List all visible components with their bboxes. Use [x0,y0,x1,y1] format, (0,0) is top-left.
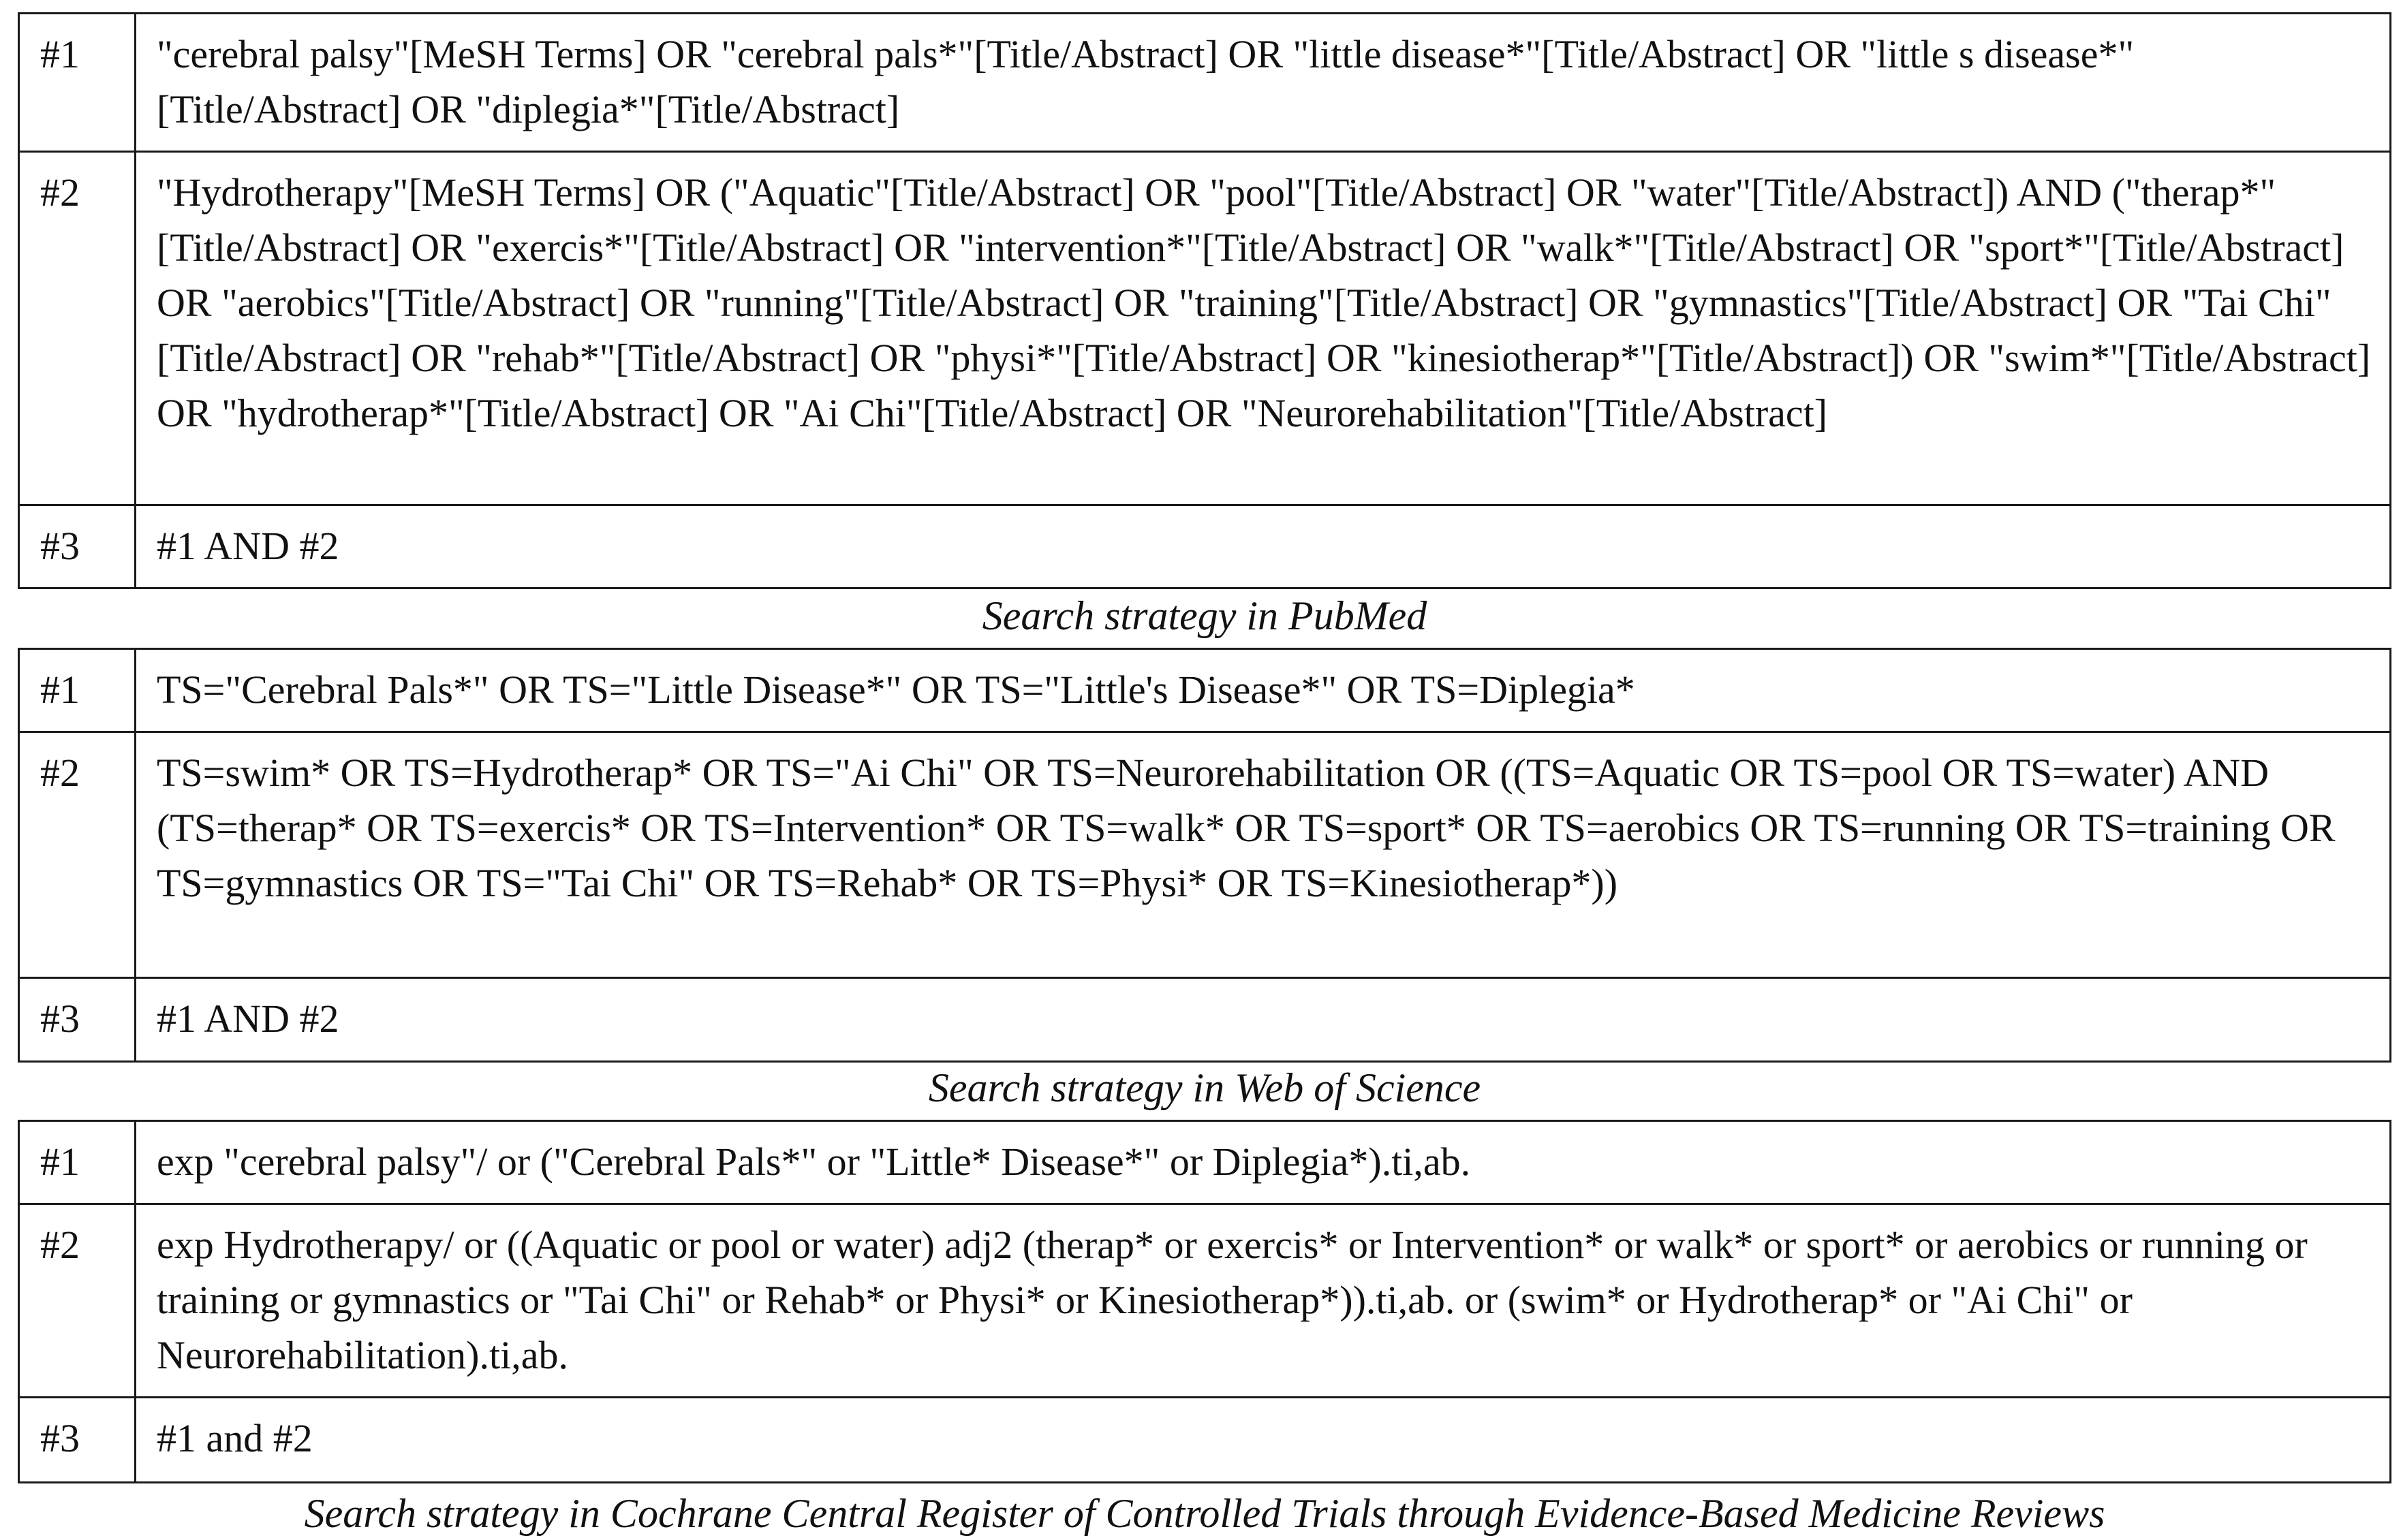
row-number: #2 [19,152,136,505]
search-query: #1 AND #2 [136,978,2391,1062]
search-strategies-document [18,12,2391,1536]
row-number: #1 [19,14,136,152]
row-number: #2 [19,1204,136,1398]
search-query: #1 AND #2 [136,505,2391,588]
row-number: #1 [19,1121,136,1204]
cochrane-caption: Search strategy in Cochrane Central Register of Controlled Trials through Evidence-Based Medicine Reviews [304,1491,2105,1536]
pubmed-strategy-table [18,12,2391,589]
row-number: #1 [19,649,136,732]
table-row [19,1121,2391,1204]
search-query: exp Hydrotherapy/ or ((Aquatic or pool or water) adj2 (therap* or exercis* or Intervention* or walk* or sport* or aerobics or running or training or gymnastics or "Tai Chi" or Rehab* or Physi* or Kinesiotherap*)).ti,ab. or (swim* or Hydrotherap* or "Ai Chi" or Neurorehabilitation).ti,ab. [136,1204,2391,1398]
search-query: "cerebral palsy"[MeSH Terms] OR "cerebral pals*"[Title/Abstract] OR "little disease*"[Title/Abstract] OR "little s disease*"[Title/Abstract] OR "diplegia*"[Title/Abstract] [136,14,2391,152]
row-number: #2 [19,732,136,978]
search-query: TS="Cerebral Pals*" OR TS="Little Disease*" OR TS="Little's Disease*" OR TS=Diplegia* [136,649,2391,732]
row-number: #3 [19,505,136,588]
search-query: "Hydrotherapy"[MeSH Terms] OR ("Aquatic"[Title/Abstract] OR "pool"[Title/Abstract] OR "water"[Title/Abstract]) AND ("therap*"[Title/Abstract] OR "exercis*"[Title/Abstract] OR "intervention*"[Title/Abstract] OR "walk*"[Title/Abstract] OR "sport*"[Title/Abstract] OR "aerobics"[Title/Abstract] OR "running"[Title/Abstract] OR "training"[Title/Abstract] OR "gymnastics"[Title/Abstract] OR "Tai Chi"[Title/Abstract] OR "rehab*"[Title/Abstract] OR "physi*"[Title/Abstract] OR "kinesiotherap*"[Title/Abstract]) OR "swim*"[Title/Abstract] OR "hydrotherap*"[Title/Abstract] OR "Ai Chi"[Title/Abstract] OR "Neurorehabilitation"[Title/Abstract] [136,152,2391,505]
search-query: exp "cerebral palsy"/ or ("Cerebral Pals*" or "Little* Disease*" or Diplegia*).ti,ab. [136,1121,2391,1204]
table-row [19,14,2391,152]
row-number: #3 [19,978,136,1062]
table-row [19,649,2391,732]
cochrane-strategy-table [18,1120,2391,1483]
table-row [19,732,2391,978]
row-number: #3 [19,1398,136,1483]
web-of-science-caption: Search strategy in Web of Science [928,1065,1481,1110]
table-row [19,1204,2391,1398]
table-row [19,978,2391,1062]
search-query: #1 and #2 [136,1398,2391,1483]
pubmed-caption: Search strategy in PubMed [982,593,1427,638]
search-query: TS=swim* OR TS=Hydrotherap* OR TS="Ai Chi" OR TS=Neurorehabilitation OR ((TS=Aquatic OR TS=pool OR TS=water) AND (TS=therap* OR TS=exercis* OR TS=Intervention* OR TS=walk* OR TS=sport* OR TS=aerobics OR TS=running OR TS=training OR TS=gymnastics OR TS="Tai Chi" OR TS=Rehab* OR TS=Physi* OR TS=Kinesiotherap*)) [136,732,2391,978]
web-of-science-strategy-table [18,648,2391,1063]
table-row [19,152,2391,505]
table-row [19,505,2391,588]
table-row [19,1398,2391,1483]
